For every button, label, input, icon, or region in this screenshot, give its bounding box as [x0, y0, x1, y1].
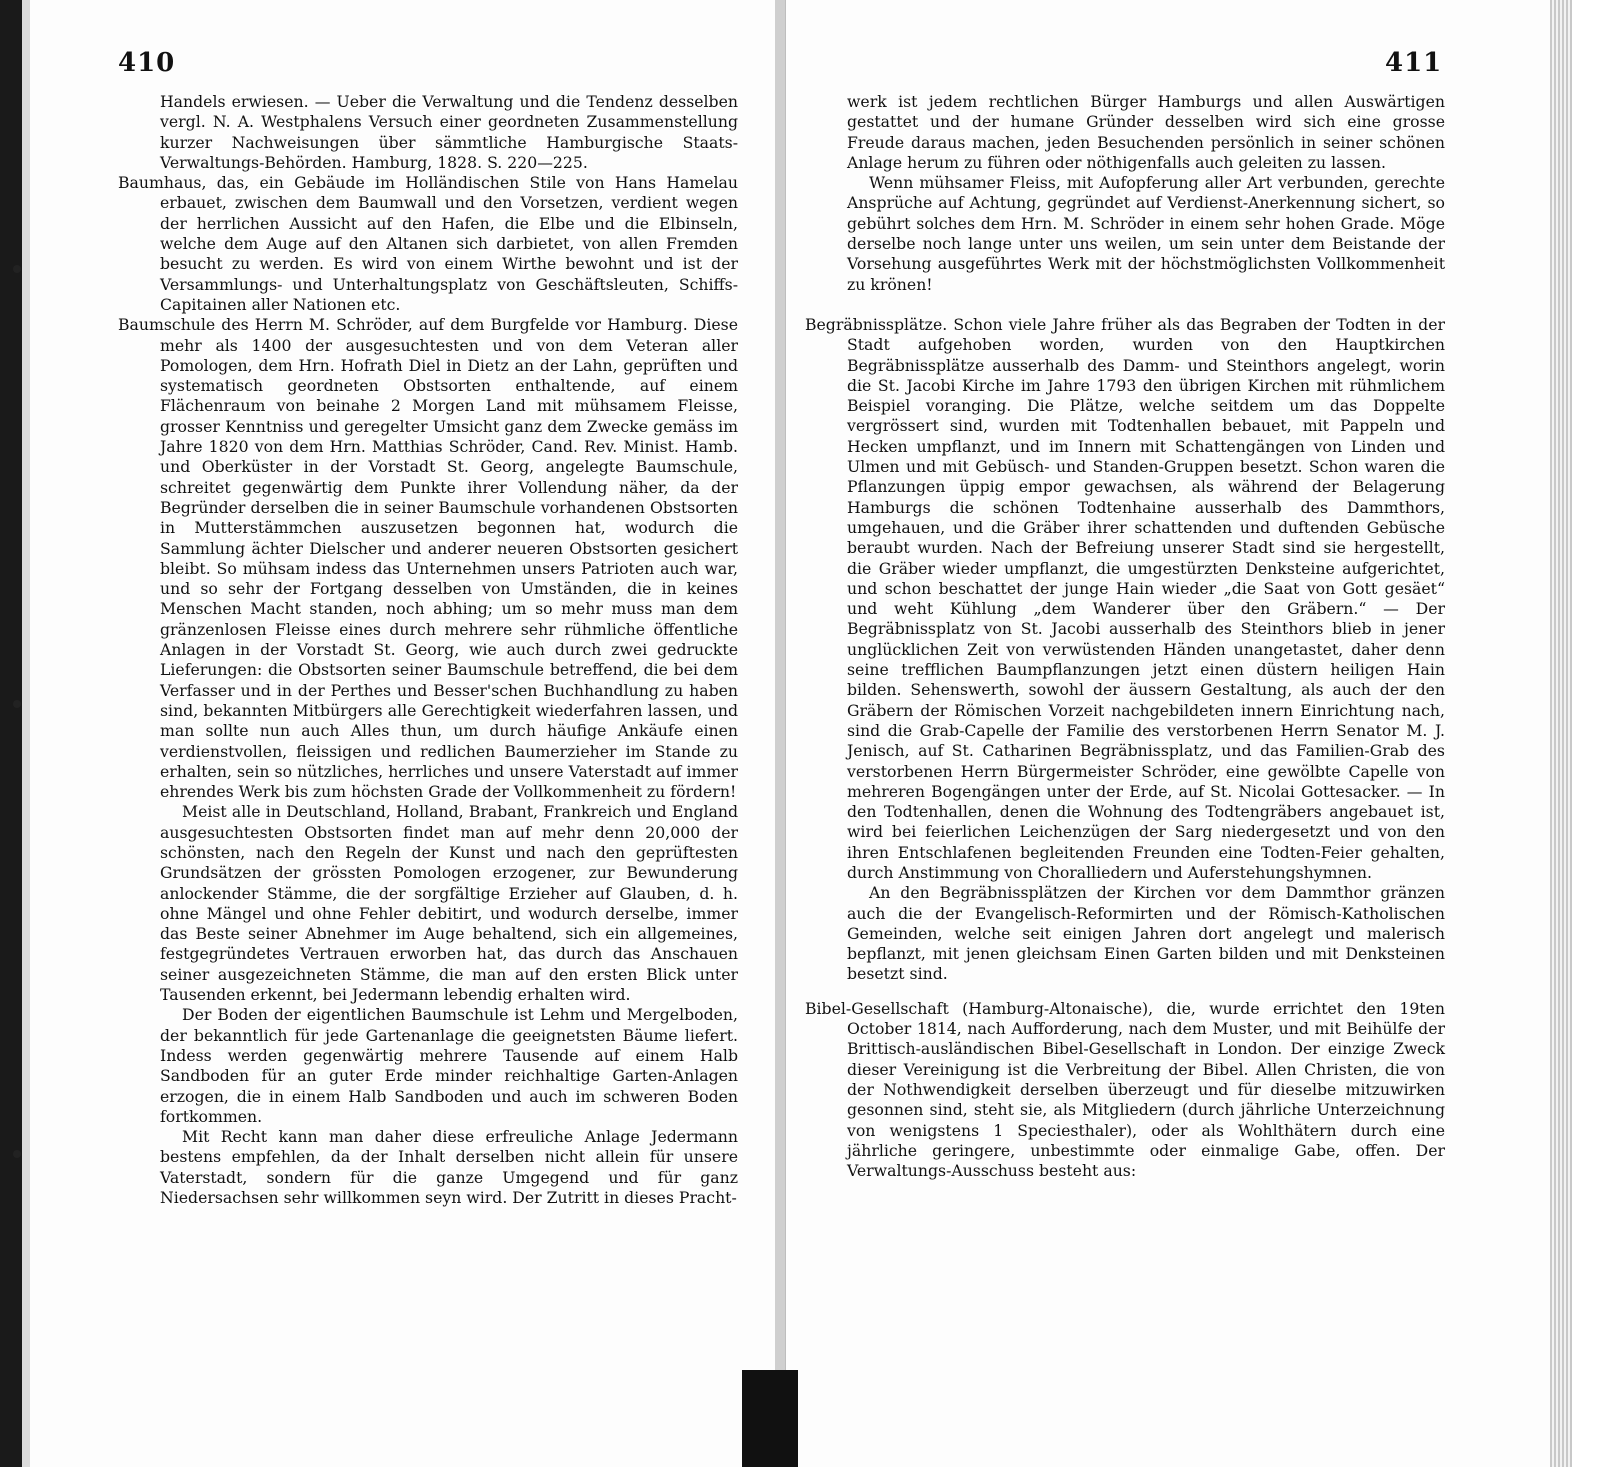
right-margin	[1572, 0, 1600, 1467]
paragraph: Wenn mühsamer Fleiss, mit Aufopferung aller Art verbunden, gerechte Ansprüche auf Achtung, gegründet auf Verdienst-Anerkennung sichert, so gebührt solches dem Hrn. M. Schröder in einem sehr hohen Grade. Möge derselbe noch lange unter uns weilen, um sein unter dem Beistande der Vorsehung ausgeführtes Werk mit der höchstmöglichsten Vollkommenheit zu krönen!	[847, 173, 1445, 294]
binding-hole-icon	[13, 1150, 21, 1158]
paragraph: werk ist jedem rechtlichen Bürger Hamburgs und allen Auswärtigen gestattet und der humane Gründer desselben wird sich eine grosse Freude daraus machen, jeden Besuchenden persönlich in seiner schönen Anlage herum zu führen oder nöthigenfalls auch geleiten zu lassen.	[847, 92, 1445, 172]
paragraph: An den Begräbnissplätzen der Kirchen vor dem Dammthor gränzen auch die der Evangelisch-Reformirten und der Römisch-Katholischen Gemeinden, welche seit einigen Jahren dort angelegt und malerisch bepflanzt, mit jenen gleichsam Einen Garten bilden und mit Denksteinen besetzt sind.	[847, 883, 1445, 984]
paragraph: Mit Recht kann man daher diese erfreuliche Anlage Jedermann bestens empfehlen, da der Inhalt derselben nicht allein für unsere Vaterstadt, sondern für die ganze Umgegend und für ganz Niedersachsen sehr willkommen seyn wird. Der Zutritt in dieses Pracht-	[160, 1127, 738, 1208]
binding-hole-icon	[13, 265, 21, 273]
spacer	[805, 295, 1445, 315]
spacer	[805, 985, 1445, 999]
left-page-edge	[22, 0, 30, 1467]
binding-tab	[742, 1370, 798, 1467]
entry-baumhaus: Baumhaus, das, ein Gebäude im Holländischen Stile von Hans Hamelau erbauet, zwischen dem Baumwall und den Vorsetzen, verdient wegen der herrlichen Aussicht auf den Hafen, die Elbe und die Elbinseln, welche dem Auge auf den Altanen sich darbietet, von allen Fremden besucht zu werden. Es wird von einem Wirthe bewohnt und ist der Versammlungs- und Unterhaltungsplatz von Geschäftsleuten, Schiffs-Capitainen aller Nationen etc.	[118, 173, 738, 314]
left-text-column	[118, 92, 738, 1208]
right-text-column	[805, 92, 1445, 1181]
binding-hole-icon	[13, 700, 21, 708]
paragraph: Meist alle in Deutschland, Holland, Brabant, Frankreich und England ausgesuchtesten Obstsorten findet man auf mehr denn 20,000 der schönsten, nach den Regeln der Kunst und nach den geprüftesten Grundsätzen der grössten Pomologen erzogener, zur Bewunderung anlockender Stämme, die der sorgfältige Erzieher auf Glauben, d. h. ohne Mängel und ohne Fehler debitirt, und wodurch derselbe, immer das Beste seiner Abnehmer im Auge behaltend, sich ein allgemeines, festgegründetes Vertrauen erworben hat, das durch das Anschauen seiner ausgezeichneten Stämme, die man auf den ersten Blick unter Tausenden erkennt, bei Jedermann lebendig erhalten wird.	[160, 802, 738, 1005]
paragraph: Handels erwiesen. — Ueber die Verwaltung und die Tendenz desselben vergl. N. A. Westphalens Versuch einer geordneten Zusammenstellung kurzer Nachweisungen über sämmtliche Hamburgische Staats-Verwaltungs-Behörden. Hamburg, 1828. S. 220—225.	[160, 92, 738, 172]
left-dark-edge	[0, 0, 22, 1467]
right-page-stack	[1550, 0, 1572, 1467]
entry-baumschule: Baumschule des Herrn M. Schröder, auf dem Burgfelde vor Hamburg. Diese mehr als 1400 der ausgesuchtesten und von dem Veteran aller Pomologen, dem Hrn. Hofrath Diel in Dietz an der Lahn, geprüften und systematisch geordneten Obstsorten enthaltende, auf einem Flächenraum von beinahe 2 Morgen Land mit mühsamem Fleisse, grosser Kenntniss und geregelter Umsicht ganz dem Zwecke gemäss im Jahre 1820 von dem Hrn. Matthias Schröder, Cand. Rev. Minist. Hamb. und Oberküster in der Vorstadt St. Georg, angelegte Baumschule, schreitet gegenwärtig dem Punkte ihrer Vollendung näher, da der Begründer derselben die in seiner Baumschule vorhandenen Obstsorten in Mutterstämmchen auszusetzen begonnen hat, wodurch die Sammlung ächter Dielscher und anderer neueren Obstsorten gesichert bleibt. So mühsam indess das Unternehmen unsers Patrioten auch war, und so sehr der Fortgang desselben von Umständen, die in keines Menschen Macht standen, noch abhing; um so mehr muss man dem gränzenlosen Fleisse eines durch mehrere sehr rühmliche öffentliche Anlagen in der Vorstadt St. Georg, wie auch durch zwei gedruckte Lieferungen: die Obstsorten seiner Baumschule betreffend, die bei dem Verfasser und in der Perthes und Besser'schen Buchhandlung zu haben sind, bekannten Mitbürgers alle Gerechtigkeit wiederfahren lassen, und man sollte nun auch Alles thun, um durch häufige Ankäufe einen verdienstvollen, fleissigen und redlichen Baumerzieher im Stande zu erhalten, sein so nützliches, herrliches und unsere Vaterstadt auf immer ehrendes Werk bis zum höchsten Grade der Vollkommenheit zu fördern!	[118, 315, 738, 802]
page-number-right: 411	[1385, 48, 1443, 78]
book-gutter	[775, 0, 785, 1467]
paragraph: Der Boden der eigentlichen Baumschule ist Lehm und Mergelboden, der bekanntlich für jede Gartenanlage die geeignetsten Bäume liefert. Indess werden gegenwärtig mehrere Tausende auf einem Halb Sandboden für an guter Erde minder reichhaltige Garten-Anlagen erzogen, die in einem Halb Sandboden und auch im schweren Boden fortkommen.	[160, 1005, 738, 1126]
page-number-left: 410	[118, 48, 176, 78]
entry-bibel-gesellschaft: Bibel-Gesellschaft (Hamburg-Altonaische), die, wurde errichtet den 19ten October 1814, nach Aufforderung, nach dem Muster, und mit Beihülfe der Brittisch-ausländischen Bibel-Gesellschaft in London. Der einzige Zweck dieser Vereinigung ist die Verbreitung der Bibel. Allen Christen, die von der Nothwendigkeit derselben überzeugt und für dieselbe mitzuwirken gesonnen sind, steht sie, als Mitgliedern (durch jährliche Unterzeichnung von wenigstens 1 Speciesthaler), oder als Wohlthätern durch eine jährliche geringere, unbestimmte oder einmalige Gabe, offen. Der Verwaltungs-Ausschuss besteht aus:	[805, 998, 1445, 1181]
entry-begraebnissplaetze: Begräbnissplätze. Schon viele Jahre früher als das Begraben der Todten in der Stadt aufgehoben worden, wurden von den Hauptkirchen Begräbnissplätze ausserhalb des Damm- und Steinthors angelegt, worin die St. Jacobi Kirche im Jahre 1793 den übrigen Kirchen mit rühmlichem Beispiel voranging. Die Plätze, welche seitdem um das Doppelte vergrössert sind, wurden mit Todtenhallen bebauet, mit Pappeln und Hecken umpflanzt, und im Innern mit Schattengängen von Linden und Ulmen und mit Gebüsch- und Standen-Gruppen besetzt. Schon waren die Pflanzungen üppig empor gewachsen, als während der Belagerung Hamburgs die schönen Todtenhaine ausserhalb des Dammthors, umgehauen, und die Gräber ihrer schattenden und duftenden Gebüsche beraubt wurden. Nach der Befreiung unserer Stadt sind sie hergestellt, die Gräber wieder umpflanzt, die umgestürzten Denksteine aufgerichtet, und schon beschattet der junge Hain wieder „die Saat von Gott gesäet“ und weht Kühlung „dem Wanderer über den Gräbern.“ — Der Begräbnissplatz von St. Jacobi ausserhalb des Steinthors blieb in jener unglücklichen Zeit von verwüstenden Händen unangetastet, daher denn seine trefflichen Baumpflanzungen jetzt einen düstern heiligen Hain bilden. Sehenswerth, sowohl der äussern Gestaltung, als auch der den Gräbern der Römischen Vorzeit nachgebildeten innern Einrichtung nach, sind die Grab-Capelle der Familie des verstorbenen Herrn Senator M. J. Jenisch, auf St. Catharinen Begräbnissplatz, und das Familien-Grab des verstorbenen Herrn Bürgermeister Schröder, eine gewölbte Capelle von mehreren Bogengängen unter der Erde, auf St. Nicolai Gottesacker. — In den Todtenhallen, denen die Wohnung des Todtengräbers angebauet ist, wird bei feierlichen Leichenzügen der Sarg niedergesetzt und von den ihren Entschlafenen begleitenden Freunden eine Todten-Feier gehalten, durch Anstimmung von Choralliedern und Auferstehungshymnen.	[805, 314, 1445, 882]
